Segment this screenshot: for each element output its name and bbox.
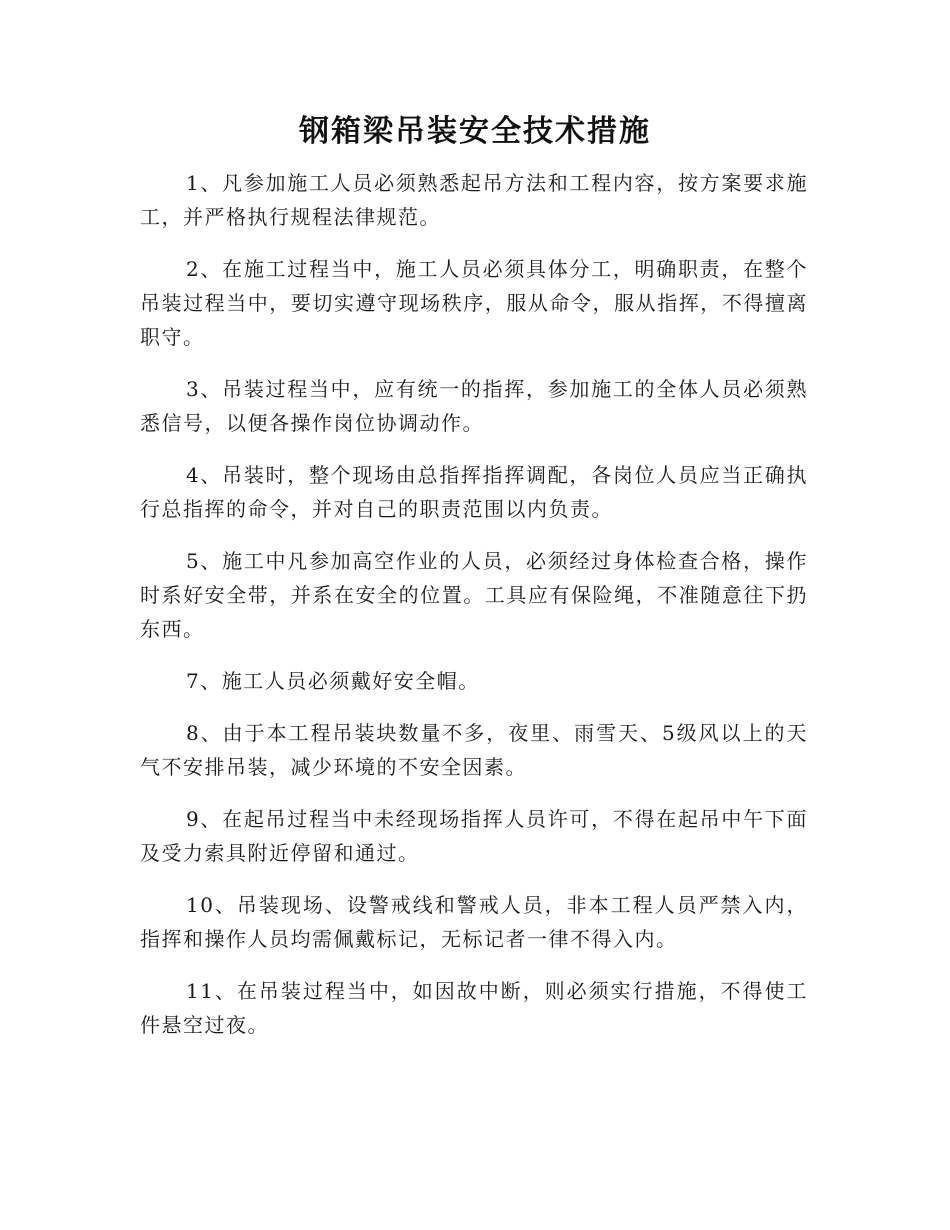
paragraph-5: 5、施工中凡参加高空作业的人员，必须经过身体检查合格，操作时系好安全带，并系在安全的位置。工具应有保险绳，不准随意往下扔东西。 (140, 549, 808, 641)
paragraph-3: 3、吊装过程当中，应有统一的指挥，参加施工的全体人员必须熟悉信号，以便各操作岗位协调动作。 (140, 377, 808, 435)
paragraph-11: 11、在吊装过程当中，如因故中断，则必须实行措施，不得使工件悬空过夜。 (140, 979, 808, 1037)
document-title: 钢箱梁吊装安全技术措施 (299, 114, 651, 149)
paragraph-9: 9、在起吊过程当中未经现场指挥人员许可，不得在起吊中午下面及受力索具附近停留和通过。 (140, 807, 808, 865)
document-body (140, 166, 808, 1060)
paragraph-10: 10、吊装现场、设警戒线和警戒人员，非本工程人员严禁入内，指挥和操作人员均需佩戴标记，无标记者一律不得入内。 (140, 893, 808, 951)
paragraph-1: 1、凡参加施工人员必须熟悉起吊方法和工程内容，按方案要求施工，并严格执行规程法律规范。 (140, 171, 808, 229)
paragraph-7: 7、施工人员必须戴好安全帽。 (186, 669, 480, 693)
paragraph-2: 2、在施工过程当中，施工人员必须具体分工，明确职责，在整个吊装过程当中，要切实遵守现场秩序，服从命令，服从指挥，不得擅离职守。 (140, 257, 808, 349)
paragraph-8: 8、由于本工程吊装块数量不多，夜里、雨雪天、5级风以上的天气不安排吊装，减少环境的不安全因素。 (140, 721, 808, 779)
paragraph-4: 4、吊装时，整个现场由总指挥指挥调配，各岗位人员应当正确执行总指挥的命令，并对自己的职责范围以内负责。 (140, 463, 808, 521)
